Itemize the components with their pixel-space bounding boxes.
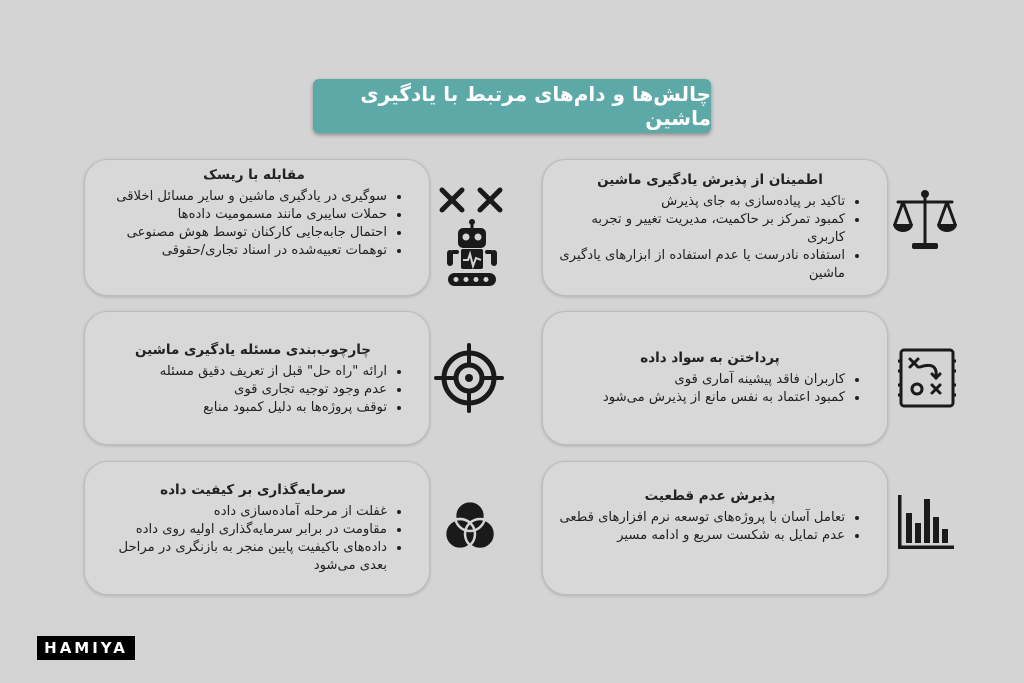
card-title: مقابله با ریسک bbox=[203, 167, 305, 183]
card-title: سرمایه‌گذاری بر کیفیت داده bbox=[160, 482, 346, 498]
bullet-list bbox=[101, 503, 405, 576]
list-item: • کاربران فاقد پیشینه آماری قوی bbox=[557, 371, 845, 389]
list-item: • غفلت از مرحله آماده‌سازی داده bbox=[101, 503, 387, 521]
card-literacy bbox=[542, 311, 888, 445]
bullet-list bbox=[557, 371, 863, 407]
card-title: اطمینان از پذیرش یادگیری ماشین bbox=[597, 172, 823, 188]
bullet-list bbox=[557, 509, 863, 545]
card-adoption bbox=[542, 159, 888, 296]
bullet-list bbox=[103, 188, 405, 261]
list-item: • داده‌های باکیفیت پایین منجر به بازنگری در مراحل بعدی می‌شود bbox=[101, 539, 387, 575]
list-item: • حملات سایبری مانند مسمومیت داده‌ها bbox=[103, 206, 387, 224]
bullet-list bbox=[101, 363, 405, 418]
card-title: پرداختن به سواد داده bbox=[640, 350, 780, 366]
list-item: • مقاومت در برابر سرمایه‌گذاری اولیه روی داده bbox=[101, 521, 387, 539]
card-quality bbox=[84, 461, 430, 595]
list-item: • تعامل آسان با پروژه‌های توسعه نرم افزارهای قطعی bbox=[557, 509, 845, 527]
card-risk bbox=[84, 159, 430, 296]
bar-chart-icon bbox=[896, 493, 956, 551]
robot-icon bbox=[434, 184, 510, 290]
list-item: • احتمال جابه‌جایی کارکنان توسط هوش مصنوعی bbox=[103, 224, 387, 242]
list-item: • توهمات تعبیه‌شده در اسناد تجاری/حقوقی bbox=[103, 242, 387, 260]
list-item: • سوگیری در یادگیری ماشین و سایر مسائل اخلاقی bbox=[103, 188, 387, 206]
list-item: • استفاده نادرست یا عدم استفاده از ابزارهای یادگیری ماشین bbox=[557, 247, 845, 283]
hamiya-logo: HAMIYA bbox=[37, 636, 135, 660]
list-item: • کمبود اعتماد به نفس مانع از پذیرش می‌شود bbox=[557, 389, 845, 407]
bullet-list bbox=[557, 193, 863, 284]
list-item: • کمبود تمرکز بر حاکمیت، مدیریت تغییر و تجربه کاربری bbox=[557, 211, 845, 247]
list-item: • عدم تمایل به شکست سریع و ادامه مسیر bbox=[557, 527, 845, 545]
list-item: • توقف پروژه‌ها به دلیل کمبود منابع bbox=[101, 399, 387, 417]
page-title: چالش‌ها و دام‌های مرتبط با یادگیری ماشین bbox=[313, 79, 711, 133]
card-title: چارچوب‌بندی مسئله یادگیری ماشین bbox=[134, 342, 372, 358]
list-item: • تاکید بر پیاده‌سازی به جای پذیرش bbox=[557, 193, 845, 211]
strategy-board-icon bbox=[898, 347, 956, 409]
list-item: • عدم وجود توجیه تجاری قوی bbox=[101, 381, 387, 399]
target-icon bbox=[434, 343, 504, 413]
list-item: • ارائه "راه حل" قبل از تعریف دقیق مسئله bbox=[101, 363, 387, 381]
card-uncertainty bbox=[542, 461, 888, 595]
venn-circles-icon bbox=[441, 497, 499, 555]
scale-icon bbox=[890, 186, 960, 256]
card-framing bbox=[84, 311, 430, 445]
card-title: پذیرش عدم قطعیت bbox=[644, 488, 776, 504]
